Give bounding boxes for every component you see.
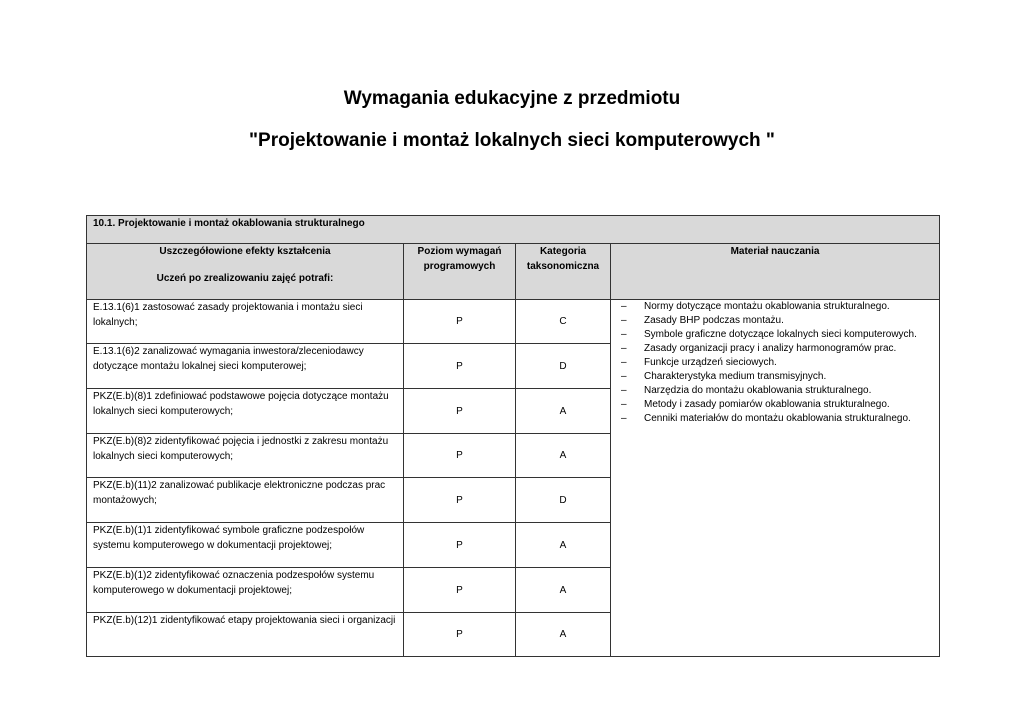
category-cell: A xyxy=(516,568,611,613)
dash-bullet: – xyxy=(621,357,627,368)
header-row xyxy=(87,244,940,300)
dash-bullet: – xyxy=(621,413,627,424)
level-cell: P xyxy=(404,568,516,613)
material-item-text: Narzędzia do montażu okablowania strukturalnego. xyxy=(644,385,872,396)
list-item xyxy=(617,328,933,342)
list-item xyxy=(617,342,933,356)
effect-cell: PKZ(E.b)(8)2 zidentyfikować pojęcia i jednostki z zakresu montażu lokalnych sieci komputerowych; xyxy=(87,434,404,478)
level-cell: P xyxy=(404,434,516,478)
material-item-text: Zasady organizacji pracy i analizy harmonogramów prac. xyxy=(644,343,897,354)
material-item-text: Normy dotyczące montażu okablowania strukturalnego. xyxy=(644,301,890,312)
list-item xyxy=(617,300,933,314)
level-cell: P xyxy=(404,389,516,434)
effect-cell: PKZ(E.b)(1)2 zidentyfikować oznaczenia podzespołów systemu komputerowego w dokumentacji projektowej; xyxy=(87,568,404,613)
table-row xyxy=(87,300,940,344)
dash-bullet: – xyxy=(621,343,627,354)
header-category: Kategoria taksonomiczna xyxy=(516,244,611,300)
list-item xyxy=(617,412,933,426)
effect-cell: PKZ(E.b)(8)1 zdefiniować podstawowe pojęcia dotyczące montażu lokalnych sieci komputerowych; xyxy=(87,389,404,434)
dash-bullet: – xyxy=(621,301,627,312)
category-cell: A xyxy=(516,434,611,478)
material-item-text: Zasady BHP podczas montażu. xyxy=(644,315,784,326)
material-list xyxy=(617,300,933,426)
effect-cell: PKZ(E.b)(1)1 zidentyfikować symbole graficzne podzespołów systemu komputerowego w dokumentacji projektowej; xyxy=(87,523,404,568)
list-item xyxy=(617,398,933,412)
material-item-text: Cenniki materiałów do montażu okablowania strukturalnego. xyxy=(644,413,911,424)
dash-bullet: – xyxy=(621,385,627,396)
header-level: Poziom wymagań programowych xyxy=(404,244,516,300)
level-cell: P xyxy=(404,613,516,657)
material-item-text: Charakterystyka medium transmisyjnych. xyxy=(644,371,827,382)
material-item-text: Funkcje urządzeń sieciowych. xyxy=(644,357,777,368)
category-cell: A xyxy=(516,523,611,568)
effect-cell: PKZ(E.b)(12)1 zidentyfikować etapy projektowania sieci i organizacji xyxy=(87,613,404,657)
dash-bullet: – xyxy=(621,371,627,382)
effect-cell: E.13.1(6)2 zanalizować wymagania inwestora/zleceniodawcy dotyczące montażu lokalnej sieci komputerowej; xyxy=(87,344,404,389)
header-effects xyxy=(87,244,404,300)
requirements-table xyxy=(86,215,940,657)
material-cell xyxy=(611,300,940,657)
document-subtitle: "Projektowanie i montaż lokalnych sieci komputerowych " xyxy=(249,130,775,151)
category-cell: A xyxy=(516,613,611,657)
header-effects-line1: Uszczegółowione efekty kształcenia xyxy=(159,246,331,257)
document-title: Wymagania edukacyjne z przedmiotu xyxy=(343,88,681,109)
effect-cell: E.13.1(6)1 zastosować zasady projektowania i montażu sieci lokalnych; xyxy=(87,300,404,344)
material-item-text: Symbole graficzne dotyczące lokalnych sieci komputerowych. xyxy=(644,329,917,340)
dash-bullet: – xyxy=(621,315,627,326)
list-item xyxy=(617,384,933,398)
list-item xyxy=(617,370,933,384)
category-cell: D xyxy=(516,344,611,389)
header-material: Materiał nauczania xyxy=(611,244,940,300)
level-cell: P xyxy=(404,300,516,344)
section-title: 10.1. Projektowanie i montaż okablowania strukturalnego xyxy=(87,216,940,244)
material-item-text: Metody i zasady pomiarów okablowania strukturalnego. xyxy=(644,399,890,410)
dash-bullet: – xyxy=(621,329,627,340)
category-cell: C xyxy=(516,300,611,344)
dash-bullet: – xyxy=(621,399,627,410)
category-cell: D xyxy=(516,478,611,523)
level-cell: P xyxy=(404,523,516,568)
header-effects-line2: Uczeń po zrealizowaniu zajęć potrafi: xyxy=(156,273,334,284)
level-cell: P xyxy=(404,344,516,389)
level-cell: P xyxy=(404,478,516,523)
section-row xyxy=(87,216,940,244)
category-cell: A xyxy=(516,389,611,434)
list-item xyxy=(617,314,933,328)
effect-cell: PKZ(E.b)(11)2 zanalizować publikacje elektroniczne podczas prac montażowych; xyxy=(87,478,404,523)
list-item xyxy=(617,356,933,370)
